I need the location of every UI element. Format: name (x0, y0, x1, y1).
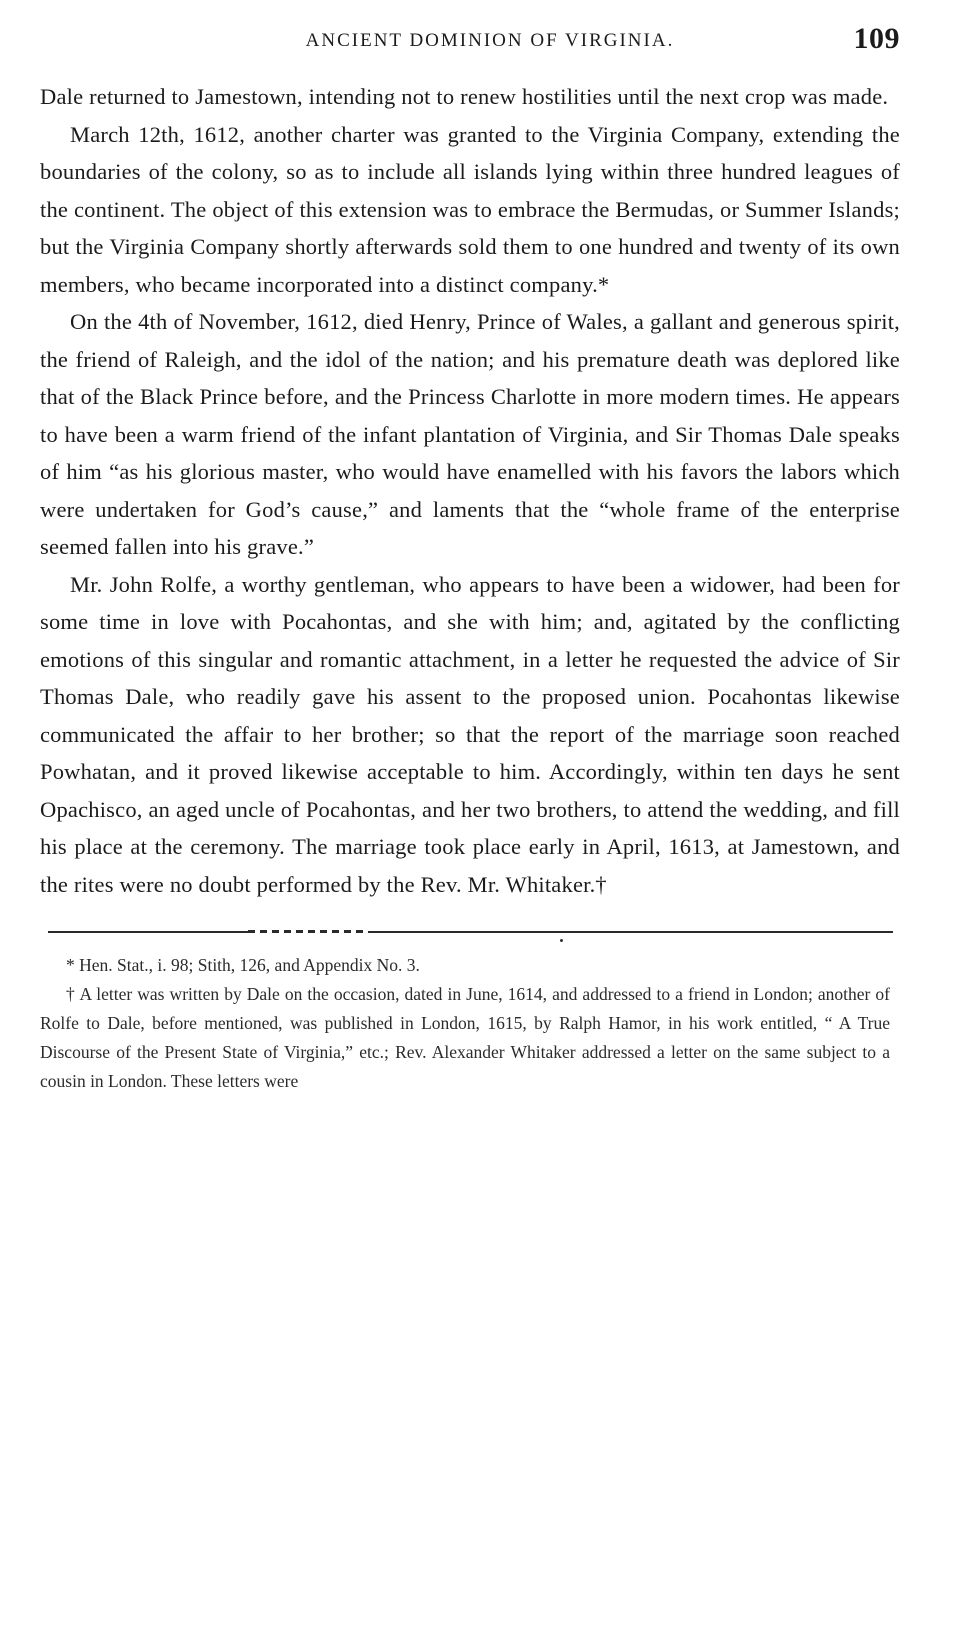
body-text (40, 78, 900, 903)
footnote-item: † A letter was written by Dale on the occasion, dated in June, 1614, and addressed to a friend in London; another of Rolfe to Dale, before mentioned, was published in London, 1615, by Ralph Hamor, in his work entitled, “ A True Discourse of the Present State of Virginia,” etc.; Rev. Alexander Whitaker addressed a letter on the same subject to a cousin in London. These letters were (40, 984, 890, 1091)
footnotes (40, 951, 890, 1096)
paragraph: March 12th, 1612, another charter was granted to the Virginia Company, extending the boundaries of the colony, so as to include all islands lying within three hundred leagues of the continent. The object of this extension was to embrace the Bermudas, or Summer Islands; but the Virginia Company shortly afterwards sold them to one hundred and twenty of its own members, who became incorporated into a distinct company.* (40, 121, 900, 297)
footnote-separator (40, 925, 900, 939)
footnote-rule (48, 931, 893, 933)
page-header (40, 22, 900, 68)
footnote-item: * Hen. Stat., i. 98; Stith, 126, and Appendix No. 3. (66, 955, 420, 975)
footnote-rule-dot (560, 939, 563, 942)
page-number: 109 (853, 22, 900, 55)
paragraph: Dale returned to Jamestown, intending not to renew hostilities until the next crop was made. (40, 84, 889, 109)
footnote-rule-dashed-segment (248, 930, 368, 933)
paragraph: Mr. John Rolfe, a worthy gentleman, who appears to have been a widower, had been for some time in love with Pocahontas, and she with him; and, agitated by the conflicting emotions of this singular and romantic attachment, in a letter he requested the advice of Sir Thomas Dale, who readily gave his assent to the proposed union. Pocahontas likewise communicated the affair to her brother; so that the report of the marriage soon reached Powhatan, and it proved likewise acceptable to him. Accordingly, within ten days he sent Opachisco, an aged uncle of Pocahontas, and her two brothers, to attend the wedding, and fill his place at the ceremony. The marriage took place early in April, 1613, at Jamestown, and the rites were no doubt performed by the Rev. Mr. Whitaker.† (40, 571, 900, 897)
paragraph: On the 4th of November, 1612, died Henry, Prince of Wales, a gallant and generous spirit, the friend of Raleigh, and the idol of the nation; and his premature death was deplored like that of the Black Prince before, and the Princess Charlotte in more modern times. He appears to have been a warm friend of the infant plantation of Virginia, and Sir Thomas Dale speaks of him “as his glorious master, who would have enamelled with his favors the labors which were undertaken for God’s cause,” and laments that the “whole frame of the enterprise seemed fallen into his grave.” (40, 309, 900, 559)
running-head: ANCIENT DOMINION OF VIRGINIA. (305, 30, 675, 51)
